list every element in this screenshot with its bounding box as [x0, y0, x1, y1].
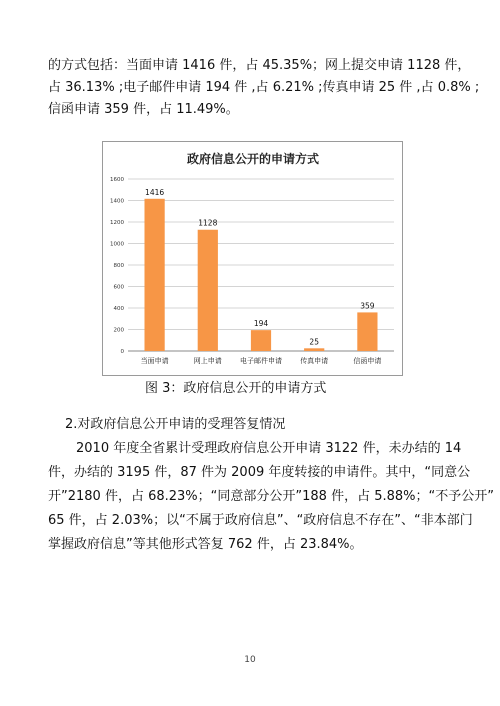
chart-title: 政府信息公开的申请方式 [186, 152, 320, 166]
x-tick-label: 电子邮件申请 [240, 357, 282, 365]
y-tick-label: 0 [120, 349, 124, 355]
page-number: 10 [244, 655, 256, 665]
body-line: 开”2180 件，占 68.23%；“同意部分公开”188 件，占 5.88%；“不予公开” [48, 489, 494, 504]
data-label: 359 [360, 301, 375, 311]
chart-bar [198, 230, 218, 351]
data-label: 1128 [198, 218, 218, 228]
y-tick-label: 1200 [110, 220, 124, 226]
x-tick-label: 当面申请 [140, 357, 169, 365]
chart-bar [144, 199, 164, 351]
y-tick-label: 1400 [110, 198, 124, 205]
data-label: 25 [309, 337, 319, 347]
y-tick-label: 1000 [110, 241, 124, 248]
data-labels [145, 188, 375, 347]
y-tick-label: 1600 [110, 177, 124, 183]
data-label: 194 [253, 319, 269, 329]
y-tick-label: 800 [113, 263, 124, 269]
body-line: 件，办结的 3195 件，87 件为 2009 年度转接的申请件。其中，“同意公 [48, 465, 471, 480]
body-line: 65 件，占 2.03%；以“不属于政府信息”、“政府信息不存在”、“非本部门 [48, 513, 473, 528]
data-label: 1416 [145, 187, 165, 197]
y-tick-label: 200 [113, 327, 124, 334]
figure-caption: 图 3：政府信息公开的申请方式 [145, 381, 327, 396]
intro-line: 占 36.13% ;电子邮件申请 194 件 ,占 6.21% ;传真申请 25 件 ,占 0.8% ; [48, 80, 480, 95]
intro-line: 信函申请 359 件，占 11.49%。 [48, 102, 239, 117]
body-line: 2010 年度全省累计受理政府信息公开申请 3122 件，未办结的 14 [76, 441, 462, 456]
y-tick-label: 600 [113, 284, 124, 291]
body-line: 掌握政府信息”等其他形式答复 762 件，占 23.84%。 [48, 537, 363, 552]
y-tick-label: 400 [113, 306, 124, 312]
chart-bar [251, 330, 271, 351]
chart-bar [357, 312, 377, 351]
x-tick-label: 网上申请 [193, 357, 222, 365]
y-axis-ticks [110, 177, 125, 355]
section-heading: 2.对政府信息公开申请的受理答复情况 [65, 417, 286, 432]
chart-bar [304, 348, 324, 351]
intro-line: 的方式包括：当面申请 1416 件，占 45.35%；网上提交申请 1128 件， [48, 58, 471, 73]
x-tick-label: 传真申请 [300, 357, 329, 365]
x-axis-ticks [141, 356, 382, 365]
bar-chart [103, 142, 402, 375]
x-tick-label: 信函申请 [353, 357, 382, 365]
chart-container [102, 141, 403, 376]
